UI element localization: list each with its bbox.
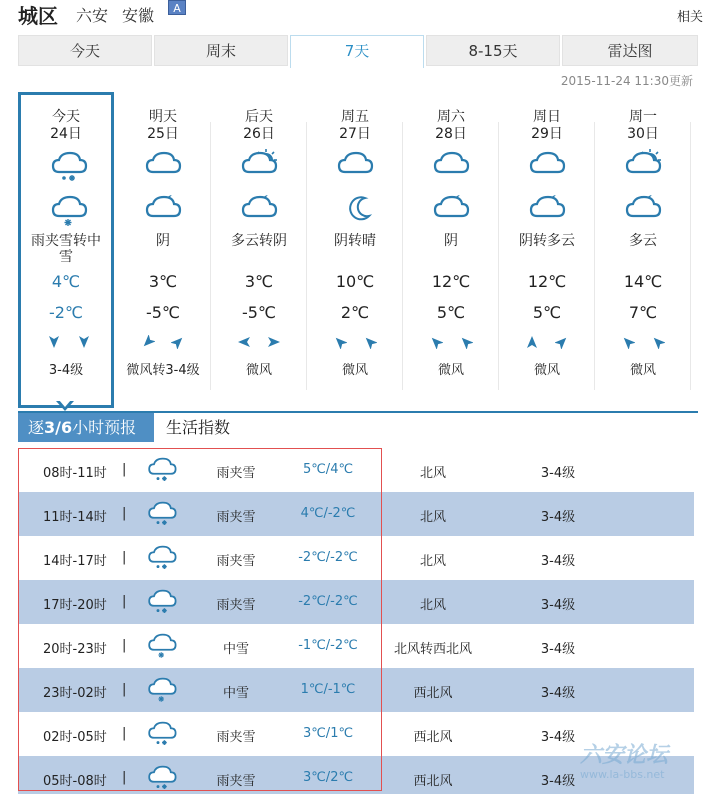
hour-wind-level: 3-4级: [540, 730, 576, 745]
wind-arrow-icon: [267, 334, 281, 348]
wind-arrow-icon: [171, 334, 185, 348]
day-date: 28日: [435, 126, 467, 142]
wind-direction: [499, 334, 595, 352]
cloud-moon-icon: [239, 192, 279, 224]
hour-wind: 西北风: [413, 686, 453, 701]
day-low-temp: 2℃: [340, 303, 370, 322]
wind-direction: [307, 334, 403, 352]
region-link-anhui[interactable]: 安徽: [122, 6, 155, 25]
separator: |: [122, 550, 127, 565]
hour-condition: 雨夹雪: [216, 466, 256, 481]
day-name: 周一: [629, 109, 657, 125]
wind-arrow-icon: [525, 334, 539, 348]
wind-arrow-icon: [77, 334, 91, 348]
day-low-temp: 5℃: [532, 303, 562, 322]
wind-level: 微风: [245, 363, 272, 378]
day-condition: 雨夹雪转中雪: [31, 233, 101, 265]
tab-hourly-forecast[interactable]: 逐3/6小时预报: [18, 413, 154, 442]
wind-arrow-icon: [141, 334, 155, 348]
day-low-temp: 7℃: [628, 303, 658, 322]
sun-cloud-icon: [623, 148, 663, 180]
hour-condition: 雨夹雪: [216, 774, 256, 789]
day-high-temp: 3℃: [244, 272, 274, 291]
sun-cloud-icon: [239, 148, 279, 180]
hour-wind-level: 3-4级: [540, 686, 576, 701]
cloud-rain-snow-icon: [49, 148, 89, 180]
hour-condition: 雨夹雪: [216, 554, 256, 569]
hour-temp: 3℃/1℃: [302, 726, 354, 741]
day-low-temp: 5℃: [436, 303, 466, 322]
day-name: 明天: [149, 109, 177, 125]
wind-level: 微风转3-4级: [126, 363, 200, 378]
wind-arrow-icon: [47, 334, 61, 348]
separator: |: [122, 594, 127, 609]
cloud-snow-icon: [49, 192, 89, 224]
tab-today[interactable]: 今天: [18, 35, 152, 66]
day-date: 25日: [147, 126, 179, 142]
cloud-icon: [431, 148, 471, 180]
cloud-icon: [335, 148, 375, 180]
hour-condition: 雨夹雪: [216, 730, 256, 745]
day-high-temp: 12℃: [431, 272, 471, 291]
wind-arrow-icon: [363, 334, 377, 348]
day-date: 24日: [50, 126, 82, 142]
day-card-6[interactable]: [595, 92, 691, 400]
day-name: 周六: [437, 109, 465, 125]
hour-temp: 1℃/-1℃: [300, 682, 356, 697]
hour-wind-level: 3-4级: [540, 554, 576, 569]
location-header: [18, 0, 703, 30]
day-name: 后天: [245, 109, 273, 125]
wind-direction: [211, 334, 307, 352]
day-low-temp: -5℃: [242, 303, 276, 322]
wind-level: 微风: [437, 363, 464, 378]
wind-level: 微风: [341, 363, 368, 378]
hour-temp: -1℃/-2℃: [298, 638, 358, 653]
hour-wind-level: 3-4级: [540, 774, 576, 789]
seven-day-forecast: [18, 92, 698, 410]
hour-temp: -2℃/-2℃: [298, 594, 358, 609]
hour-wind: 北风: [419, 510, 446, 525]
time-range: 23时-02时: [43, 686, 107, 701]
day-date: 29日: [531, 126, 563, 142]
day-name: 周五: [341, 109, 369, 125]
cloud-moon-icon: [143, 192, 183, 224]
cloud-moon-icon: [527, 192, 567, 224]
hour-wind: 北风: [419, 466, 446, 481]
day-condition: 阴: [444, 233, 458, 249]
highlight-box: [18, 448, 382, 791]
city-name: 城区: [18, 4, 58, 28]
wind-level: 3-4级: [48, 363, 84, 378]
day-date: 27日: [339, 126, 371, 142]
hour-wind-level: 3-4级: [540, 642, 576, 657]
hour-wind-level: 3-4级: [540, 598, 576, 613]
wind-arrow-icon: [459, 334, 473, 348]
day-condition: 阴: [156, 233, 170, 249]
wind-direction: [21, 334, 111, 352]
time-range: 05时-08时: [43, 774, 107, 789]
update-time: 2015-11-24 11:30更新: [560, 74, 693, 88]
tab-weekend[interactable]: 周末: [154, 35, 288, 66]
day-card-3[interactable]: [307, 92, 403, 400]
site-watermark: [540, 738, 698, 788]
day-condition: 阴转多云: [519, 233, 575, 249]
day-name: 周日: [533, 109, 561, 125]
hour-temp: 3℃/2℃: [302, 770, 354, 785]
wind-arrow-icon: [429, 334, 443, 348]
hour-temp: 4℃/-2℃: [300, 506, 356, 521]
hour-wind: 西北风: [413, 774, 453, 789]
hour-wind: 北风: [419, 554, 446, 569]
wind-direction: [403, 334, 499, 352]
day-card-5[interactable]: [499, 92, 595, 400]
day-condition: 多云: [629, 233, 657, 249]
separator: |: [122, 770, 127, 785]
day-high-temp: 10℃: [335, 272, 375, 291]
day-card-0[interactable]: [18, 92, 114, 408]
time-range: 08时-11时: [43, 466, 107, 481]
a-badge-icon[interactable]: A: [168, 0, 186, 15]
separator: |: [122, 726, 127, 741]
wind-arrow-icon: [555, 334, 569, 348]
forecast-tabs: [18, 35, 698, 66]
wind-arrow-icon: [333, 334, 347, 348]
separator: |: [122, 506, 127, 521]
wind-arrow-icon: [651, 334, 665, 348]
hour-temp: 5℃/4℃: [302, 462, 354, 477]
watermark-url: www.la-bbs.net: [580, 768, 665, 781]
hour-wind-level: 3-4级: [540, 510, 576, 525]
wind-arrow-icon: [621, 334, 635, 348]
hour-wind: 北风: [419, 598, 446, 613]
cloud-moon-icon: [623, 192, 663, 224]
hour-wind-level: 3-4级: [540, 466, 576, 481]
day-name: 今天: [52, 109, 80, 125]
cloud-icon: [527, 148, 567, 180]
hour-wind: 西北风: [413, 730, 453, 745]
hour-condition: 雨夹雪: [216, 510, 256, 525]
tab-life-index[interactable]: 生活指数: [166, 418, 231, 437]
separator: |: [122, 638, 127, 653]
day-high-temp: 12℃: [527, 272, 567, 291]
day-card-2[interactable]: [211, 92, 307, 400]
day-high-temp: 4℃: [51, 272, 81, 291]
day-card-1[interactable]: [115, 92, 211, 400]
time-range: 17时-20时: [43, 598, 107, 613]
day-date: 26日: [243, 126, 275, 142]
wind-level: 微风: [533, 363, 560, 378]
region-link-lu-an[interactable]: 六安: [76, 6, 109, 25]
day-condition: 多云转阴: [231, 233, 287, 249]
time-range: 11时-14时: [43, 510, 107, 525]
separator: |: [122, 462, 127, 477]
day-date: 30日: [627, 126, 659, 142]
cloud-icon: [143, 148, 183, 180]
day-low-temp: -2℃: [49, 303, 83, 322]
day-low-temp: -5℃: [146, 303, 180, 322]
day-card-4[interactable]: [403, 92, 499, 400]
tab-7days[interactable]: 7天: [290, 35, 424, 68]
tab-8-15days[interactable]: 8-15天: [426, 35, 560, 66]
hour-temp: -2℃/-2℃: [298, 550, 358, 565]
wind-arrow-icon: [237, 334, 251, 348]
time-range: 20时-23时: [43, 642, 107, 657]
cloud-moon-icon: [431, 192, 471, 224]
wind-level: 微风: [629, 363, 656, 378]
time-range: 02时-05时: [43, 730, 107, 745]
wind-direction: [595, 334, 691, 352]
hour-condition: 中雪: [222, 642, 249, 657]
hour-wind: 北风转西北风: [393, 642, 472, 657]
day-condition: 阴转晴: [334, 233, 376, 249]
hour-condition: 中雪: [222, 686, 249, 701]
day-high-temp: 3℃: [148, 272, 178, 291]
time-range: 14时-17时: [43, 554, 107, 569]
wind-direction: [115, 334, 211, 352]
day-high-temp: 14℃: [623, 272, 663, 291]
separator: |: [122, 682, 127, 697]
tab-radar[interactable]: 雷达图: [562, 35, 698, 66]
detail-tabs: [18, 413, 698, 442]
moon-icon: [335, 192, 375, 224]
watermark-title: 六安论坛: [580, 743, 669, 768]
hour-condition: 雨夹雪: [216, 598, 256, 613]
related-link[interactable]: 相关: [676, 10, 703, 25]
